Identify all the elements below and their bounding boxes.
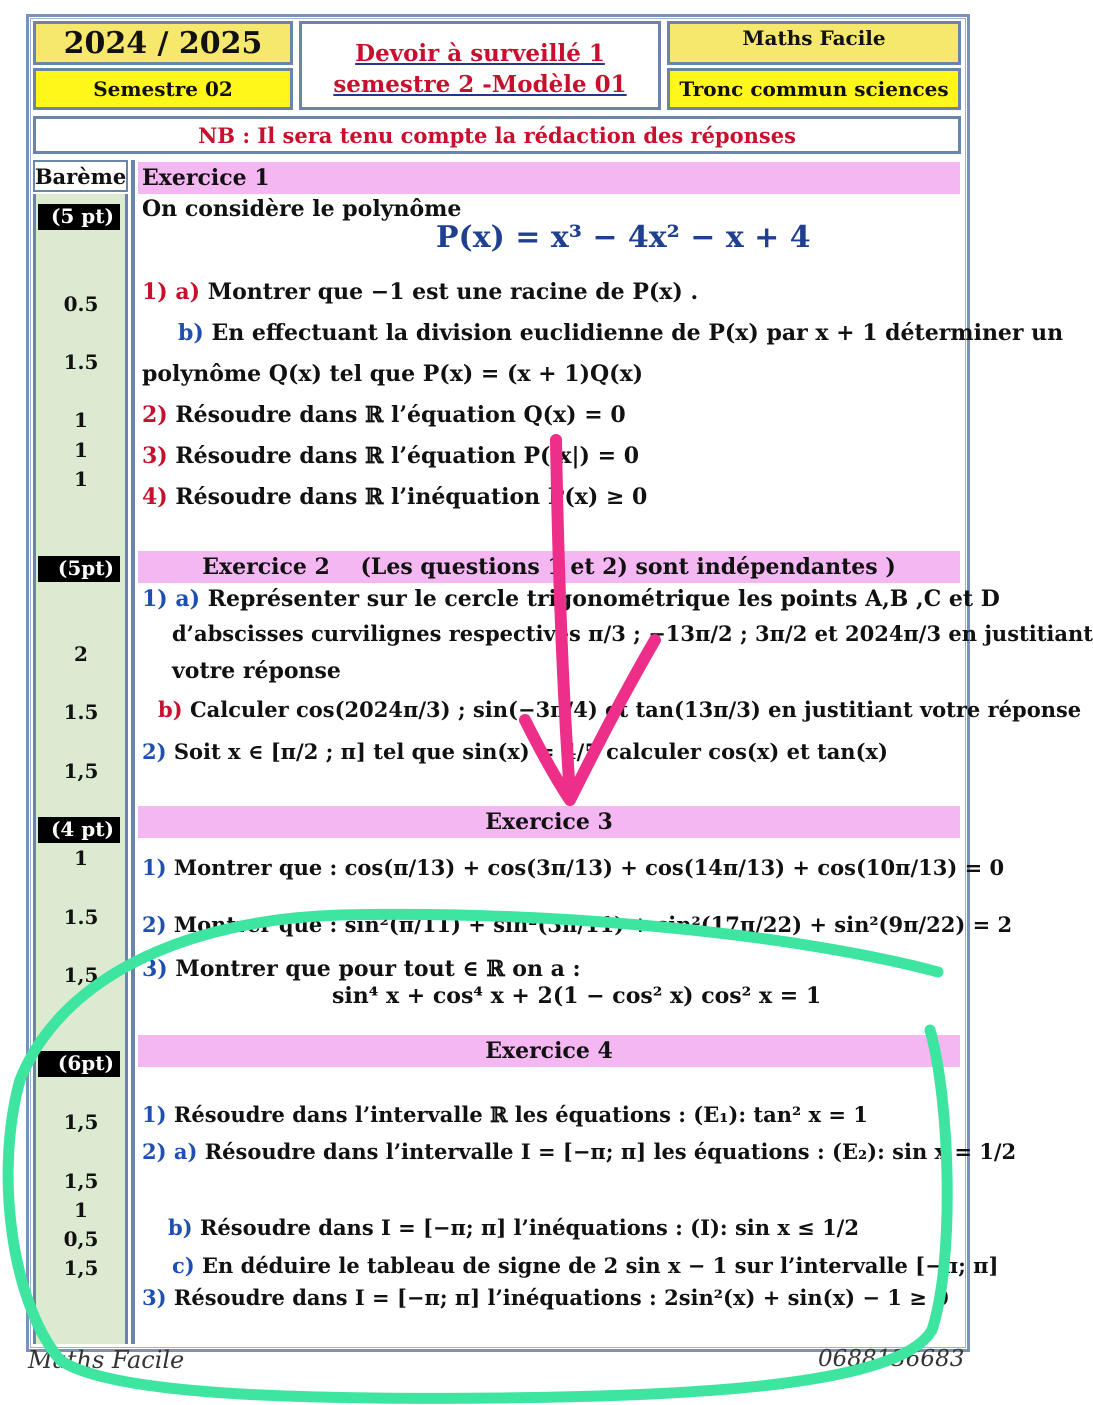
ex1-q1b-text: En effectuant la division euclidienne de P(x) par x + 1 déterminer un [211, 320, 1064, 346]
ex4-q3-number: 3) [142, 1285, 167, 1310]
ex4-q3-text: Résoudre dans I = [−π; π] l’inéquations : 2sin²(x) + sin(x) − 1 ≥ 0 [173, 1285, 949, 1310]
ex3-q1-text: Montrer que : cos(π/13) + cos(3π/13) + cos(14π/13) + cos(10π/13) = 0 [173, 855, 1005, 880]
ex2-q2-number: 2) [142, 739, 167, 764]
ex1-q4-text: Résoudre dans ℝ l’inéquation P(x) ≥ 0 [175, 484, 648, 510]
ex4-q2c-text: En déduire le tableau de signe de 2 sin x − 1 sur l’intervalle [−π; π] [202, 1253, 999, 1278]
brand-label: Maths Facile [667, 21, 961, 65]
bareme-header: Barème [33, 160, 128, 192]
ex3-q1-number: 1) [142, 855, 167, 880]
nb-note: NB : Il sera tenu compte la rédaction des réponses [33, 116, 961, 154]
ex3-q3-text: Montrer que pour tout ∈ ℝ on a : [175, 956, 581, 982]
ex2-title: Exercice 2 (Les questions 1 et 2) sont indépendantes ) [138, 551, 960, 583]
ex2-q1b-number: b) [158, 697, 183, 722]
ex1-q1b-number: b) [178, 320, 204, 346]
ex4-q2b-text: Résoudre dans I = [−π; π] l’inéquations : (I): sin x ≤ 1/2 [199, 1215, 859, 1240]
ex1-score-5: 1 [74, 467, 88, 491]
semester-label: Semestre 02 [33, 68, 293, 110]
ex4-q1-number: 1) [142, 1102, 167, 1127]
ex1-points: (5 pt) [38, 204, 120, 230]
ex1-intro: On considère le polynôme [142, 196, 462, 222]
ex3-q2-text: Montrer que : sin²(π/11) + sin²(3π/11) + sin²(17π/22) + sin²(9π/22) = 2 [173, 912, 1013, 937]
ex2-score-2: 1.5 [63, 700, 99, 724]
ex1-score-2: 1.5 [63, 350, 99, 374]
ex4-q2a-text: Résoudre dans l’intervalle I = [−π; π] les équations : (E₂): sin x = 1/2 [204, 1139, 1017, 1164]
ex4-score-3: 1 [74, 1198, 88, 1222]
ex2-q1a-text: Représenter sur le cercle trigonométrique les points A,B ,C et D [207, 586, 1000, 612]
footer-brand: Maths Facile [28, 1346, 185, 1374]
ex1-score-3: 1 [74, 408, 88, 432]
annotation-circle [8, 914, 947, 1398]
ex4-score-1: 1,5 [63, 1110, 99, 1134]
ex4-score-5: 1,5 [63, 1256, 99, 1280]
ex1-q3-number: 3) [142, 443, 168, 469]
ex4-q2c-number: c) [172, 1253, 195, 1278]
ex1-q2-number: 2) [142, 402, 168, 428]
ex1-q2-text: Résoudre dans ℝ l’équation Q(x) = 0 [175, 402, 626, 428]
school-year: 2024 / 2025 [33, 21, 293, 65]
ex2-points: (5pt) [38, 556, 120, 582]
ex1-q3-text: Résoudre dans ℝ l’équation P(|x|) = 0 [175, 443, 640, 469]
ex4-q2b-number: b) [168, 1215, 193, 1240]
ex4-title: Exercice 4 [138, 1035, 960, 1067]
ex3-score-1: 1 [74, 846, 88, 870]
exam-title-line2: semestre 2 -Modèle 01 [333, 70, 627, 98]
ex2-q1b-text: Calculer cos(2024π/3) ; sin(−3π/4) et tan(13π/3) en justitiant votre réponse [189, 697, 1082, 722]
ex3-score-3: 1,5 [63, 963, 99, 987]
ex2-score-3: 1,5 [63, 759, 99, 783]
ex1-q1b-cont: polynôme Q(x) tel que P(x) = (x + 1)Q(x) [142, 361, 644, 387]
ex3-title: Exercice 3 [138, 806, 960, 838]
ex4-score-4: 0,5 [63, 1227, 99, 1251]
ex3-q2-number: 2) [142, 912, 167, 937]
ex4-q2a-number: 2) a) [142, 1139, 198, 1164]
ex3-score-2: 1.5 [63, 905, 99, 929]
ex1-score-4: 1 [74, 438, 88, 462]
ex1-q1a-number: 1) a) [142, 279, 201, 305]
ex4-score-2: 1,5 [63, 1169, 99, 1193]
ex1-q1a-text: Montrer que −1 est une racine de P(x) . [207, 279, 699, 305]
ex2-score-1: 2 [74, 642, 88, 666]
ex2-q1a-cont2: votre réponse [172, 658, 341, 684]
ex1-score-1: 0.5 [63, 292, 99, 316]
exam-title-line1: Devoir à surveillé 1 [355, 39, 605, 67]
annotation-arrow [525, 440, 655, 800]
ex1-polynomial: P(x) = x³ − 4x² − x + 4 [436, 220, 811, 255]
ex2-q1a-number: 1) a) [142, 586, 201, 612]
ex4-q1-text: Résoudre dans l’intervalle ℝ les équations : (E₁): tan² x = 1 [173, 1102, 868, 1127]
ex3-points: (4 pt) [38, 817, 120, 843]
ex2-q1a-cont: d’abscisses curvilignes respectives π/3 ; −13π/2 ; 3π/2 et 2024π/3 en justitiant [172, 621, 1093, 646]
ex3-q3-formula: sin⁴ x + cos⁴ x + 2(1 − cos² x) cos² x = 1 [332, 983, 822, 1009]
ex1-title: Exercice 1 [138, 162, 960, 194]
ex3-q3-number: 3) [142, 956, 168, 982]
ex1-q4-number: 4) [142, 484, 168, 510]
ex4-points: (6pt) [38, 1051, 120, 1077]
class-label: Tronc commun sciences [667, 68, 961, 110]
ex2-q2-text: Soit x ∈ [π/2 ; π] tel que sin(x) = 4/5 calculer cos(x) et tan(x) [173, 739, 888, 764]
footer-phone: 0688136683 [818, 1346, 965, 1372]
